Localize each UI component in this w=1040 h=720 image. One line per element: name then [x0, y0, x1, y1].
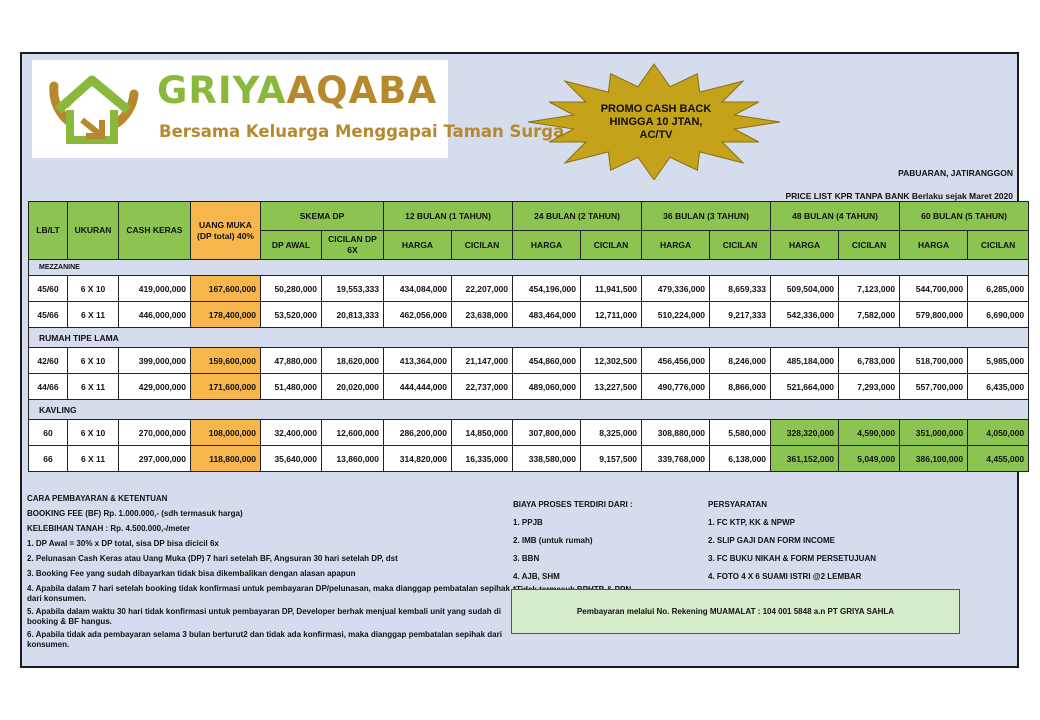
table-cell: 7,123,000 — [839, 276, 900, 302]
table-cell: 6 X 11 — [68, 446, 119, 472]
table-cell: 42/60 — [29, 348, 68, 374]
table-cell: 399,000,000 — [119, 348, 191, 374]
table-cell: 8,325,000 — [581, 420, 642, 446]
table-cell: 178,400,000 — [191, 302, 261, 328]
table-cell: 12,600,000 — [322, 420, 384, 446]
requirements-title: PERSYARATAN — [708, 500, 767, 509]
header-harga: HARGA — [384, 231, 452, 260]
header-cicilan-dp: CICILAN DP 6X — [322, 231, 384, 260]
table-cell: 7,293,000 — [839, 374, 900, 400]
table-cell: 4,455,000 — [968, 446, 1029, 472]
table-cell: 20,020,000 — [322, 374, 384, 400]
house-logo-icon — [36, 66, 148, 152]
table-cell: 351,000,000 — [900, 420, 968, 446]
section-row — [29, 260, 1029, 276]
kelebihan-tanah: KELEBIHAN TANAH : Rp. 4.500.000,-/meter — [27, 524, 190, 533]
header-harga: HARGA — [771, 231, 839, 260]
table-cell: 6 X 11 — [68, 374, 119, 400]
table-cell: 118,800,000 — [191, 446, 261, 472]
table-cell: 16,335,000 — [452, 446, 513, 472]
term-item: 5. Apabila dalam waktu 30 hari tidak konfirmasi untuk pembayaran DP, Developer berhak menjual kembali unit yang sudah di booking & BF hangus. — [27, 607, 501, 626]
table-cell: 462,056,000 — [384, 302, 452, 328]
price-list-note: PRICE LIST KPR TANPA BANK Berlaku sejak Maret 2020 — [785, 191, 1013, 201]
fee-item: 4. AJB, SHM — [513, 572, 560, 581]
table-cell: 490,776,000 — [642, 374, 710, 400]
term-item: 4. Apabila dalam 7 hari setelah booking tidak konfirmasi untuk pembayaran DP/pelunasan, maka dianggap pembatalan sepihak dari konsumen. — [27, 584, 510, 603]
fee-item: 3. BBN — [513, 554, 540, 563]
section-row — [29, 400, 1029, 420]
table-cell: 9,157,500 — [581, 446, 642, 472]
term-item: 1. DP Awal = 30% x DP total, sisa DP bisa dicicil 6x — [27, 539, 219, 548]
fees-title: BIAYA PROSES TERDIRI DARI : — [513, 500, 633, 509]
table-cell: 6,783,000 — [839, 348, 900, 374]
table-cell: 361,152,000 — [771, 446, 839, 472]
table-cell: 419,000,000 — [119, 276, 191, 302]
promo-line: AC/TV — [639, 129, 673, 141]
table-cell: 6 X 10 — [68, 276, 119, 302]
table-cell: 579,800,000 — [900, 302, 968, 328]
table-cell: 429,000,000 — [119, 374, 191, 400]
table-cell: 14,850,000 — [452, 420, 513, 446]
table-cell: 21,147,000 — [452, 348, 513, 374]
promo-line: PROMO CASH BACK — [600, 103, 712, 115]
table-cell: 32,400,000 — [261, 420, 322, 446]
table-cell: 8,246,000 — [710, 348, 771, 374]
payment-terms — [27, 494, 517, 655]
table-cell: 8,866,000 — [710, 374, 771, 400]
table-cell: 22,737,000 — [452, 374, 513, 400]
table-cell: 6,435,000 — [968, 374, 1029, 400]
table-cell: 159,600,000 — [191, 348, 261, 374]
table-cell: 50,280,000 — [261, 276, 322, 302]
table-cell: 338,580,000 — [513, 446, 581, 472]
process-fees — [513, 500, 713, 595]
table-cell: 6,690,000 — [968, 302, 1029, 328]
table-cell: 44/66 — [29, 374, 68, 400]
table-cell: 444,444,000 — [384, 374, 452, 400]
bank-account-box: Pembayaran melalui No. Rekening MUAMALAT : 104 001 5848 a.n PT GRIYA SAHLA — [511, 589, 960, 634]
requirements — [708, 500, 1008, 590]
brand-tagline: Bersama Keluarga Menggapai Taman Surga — [159, 122, 565, 141]
table-cell: 11,941,500 — [581, 276, 642, 302]
table-cell: 456,456,000 — [642, 348, 710, 374]
table-cell: 167,600,000 — [191, 276, 261, 302]
header-period-48: 48 BULAN (4 TAHUN) — [771, 202, 900, 231]
table-row — [29, 302, 1029, 328]
table-cell: 45/60 — [29, 276, 68, 302]
table-cell: 286,200,000 — [384, 420, 452, 446]
header-skema-dp: SKEMA DP — [261, 202, 384, 231]
table-cell: 339,768,000 — [642, 446, 710, 472]
table-cell: 454,860,000 — [513, 348, 581, 374]
header-lblt: LB/LT — [29, 202, 68, 260]
table-cell: 557,700,000 — [900, 374, 968, 400]
table-cell: 446,000,000 — [119, 302, 191, 328]
requirement-item: 3. FC BUKU NIKAH & FORM PERSETUJUAN — [708, 554, 877, 563]
table-cell: 6 X 10 — [68, 420, 119, 446]
header-cicilan: CICILAN — [839, 231, 900, 260]
table-cell: 314,820,000 — [384, 446, 452, 472]
brand-name-aqaba: AQABA — [286, 69, 438, 112]
requirement-item: 1. FC KTP, KK & NPWP — [708, 518, 795, 527]
fee-item: 2. IMB (untuk rumah) — [513, 536, 593, 545]
table-cell: 518,700,000 — [900, 348, 968, 374]
table-cell: 510,224,000 — [642, 302, 710, 328]
table-cell: 5,580,000 — [710, 420, 771, 446]
table-cell: 60 — [29, 420, 68, 446]
table-cell: 5,049,000 — [839, 446, 900, 472]
table-cell: 521,664,000 — [771, 374, 839, 400]
table-cell: 45/66 — [29, 302, 68, 328]
terms-title: CARA PEMBAYARAN & KETENTUAN — [27, 494, 168, 503]
table-cell: 66 — [29, 446, 68, 472]
price-list-sheet — [20, 52, 1025, 668]
promo-text — [590, 103, 722, 142]
table-cell: 509,504,000 — [771, 276, 839, 302]
header-cicilan: CICILAN — [452, 231, 513, 260]
table-cell: 23,638,000 — [452, 302, 513, 328]
table-cell: 6 X 10 — [68, 348, 119, 374]
table-cell: 35,640,000 — [261, 446, 322, 472]
table-cell: 308,880,000 — [642, 420, 710, 446]
header-harga: HARGA — [900, 231, 968, 260]
table-cell: 542,336,000 — [771, 302, 839, 328]
table-cell: 22,207,000 — [452, 276, 513, 302]
booking-fee: BOOKING FEE (BF) Rp. 1.000.000,- (sdh termasuk harga) — [27, 509, 243, 518]
table-cell: 483,464,000 — [513, 302, 581, 328]
term-item: 2. Pelunasan Cash Keras atau Uang Muka (DP) 7 hari setelah BF, Angsuran 30 hari setelah DP, dst — [27, 554, 398, 563]
promo-line: HINGGA 10 JTAN, — [609, 116, 703, 128]
table-cell: 454,196,000 — [513, 276, 581, 302]
price-table — [28, 201, 1029, 472]
table-cell: 413,364,000 — [384, 348, 452, 374]
location-label: PABUARAN, JATIRANGGON — [898, 168, 1013, 178]
header-period-60: 60 BULAN (5 TAHUN) — [900, 202, 1029, 231]
table-cell: 270,000,000 — [119, 420, 191, 446]
table-cell: 19,553,333 — [322, 276, 384, 302]
table-cell: 386,100,000 — [900, 446, 968, 472]
table-cell: 544,700,000 — [900, 276, 968, 302]
header-cicilan: CICILAN — [581, 231, 642, 260]
table-cell: 13,227,500 — [581, 374, 642, 400]
table-cell: 12,302,500 — [581, 348, 642, 374]
table-row — [29, 446, 1029, 472]
table-cell: 485,184,000 — [771, 348, 839, 374]
header-harga: HARGA — [642, 231, 710, 260]
header-harga: HARGA — [513, 231, 581, 260]
table-cell: 47,880,000 — [261, 348, 322, 374]
table-cell: 6,285,000 — [968, 276, 1029, 302]
table-cell: 7,582,000 — [839, 302, 900, 328]
header-cash-keras: CASH KERAS — [119, 202, 191, 260]
term-item: 6. Apabila tidak ada pembayaran selama 3 bulan berturut2 dan tidak ada konfirmasi, maka dianggap pembatalan sepihak dari konsumen. — [27, 630, 502, 649]
header-dp-awal: DP AWAL — [261, 231, 322, 260]
term-item: 3. Booking Fee yang sudah dibayarkan tidak bisa dikembalikan dengan alasan apapun — [27, 569, 356, 578]
table-cell: 434,084,000 — [384, 276, 452, 302]
header-ukuran: UKURAN — [68, 202, 119, 260]
header-cicilan: CICILAN — [968, 231, 1029, 260]
header-uang-muka: UANG MUKA (DP total) 40% — [191, 202, 261, 260]
table-cell: 20,813,333 — [322, 302, 384, 328]
table-cell: 9,217,333 — [710, 302, 771, 328]
header-period-36: 36 BULAN (3 TAHUN) — [642, 202, 771, 231]
fee-item: 1. PPJB — [513, 518, 543, 527]
table-cell: 12,711,000 — [581, 302, 642, 328]
table-cell: 307,800,000 — [513, 420, 581, 446]
table-row — [29, 276, 1029, 302]
table-cell: 5,985,000 — [968, 348, 1029, 374]
brand-name — [157, 69, 438, 112]
section-row — [29, 328, 1029, 348]
table-cell: 6,138,000 — [710, 446, 771, 472]
table-row — [29, 420, 1029, 446]
section-title: KAVLING — [29, 400, 1029, 420]
table-cell: 51,480,000 — [261, 374, 322, 400]
table-cell: 53,520,000 — [261, 302, 322, 328]
table-row — [29, 374, 1029, 400]
table-cell: 13,860,000 — [322, 446, 384, 472]
brand-name-griya: GRIYA — [157, 69, 287, 112]
section-title: RUMAH TIPE LAMA — [29, 328, 1029, 348]
header-period-24: 24 BULAN (2 TAHUN) — [513, 202, 642, 231]
table-cell: 489,060,000 — [513, 374, 581, 400]
table-cell: 297,000,000 — [119, 446, 191, 472]
table-cell: 6 X 11 — [68, 302, 119, 328]
price-table-body — [29, 260, 1029, 472]
header-period-12: 12 BULAN (1 TAHUN) — [384, 202, 513, 231]
brand-logo-box — [32, 60, 565, 158]
table-cell: 4,050,000 — [968, 420, 1029, 446]
table-cell: 108,000,000 — [191, 420, 261, 446]
table-cell: 171,600,000 — [191, 374, 261, 400]
table-cell: 18,620,000 — [322, 348, 384, 374]
table-row — [29, 348, 1029, 374]
table-cell: 8,659,333 — [710, 276, 771, 302]
table-cell: 4,590,000 — [839, 420, 900, 446]
requirement-item: 4. FOTO 4 X 6 SUAMI ISTRI @2 LEMBAR — [708, 572, 862, 581]
section-title: MEZZANINE — [29, 260, 1029, 276]
header-cicilan: CICILAN — [710, 231, 771, 260]
requirement-item: 2. SLIP GAJI DAN FORM INCOME — [708, 536, 835, 545]
table-cell: 479,336,000 — [642, 276, 710, 302]
table-cell: 328,320,000 — [771, 420, 839, 446]
